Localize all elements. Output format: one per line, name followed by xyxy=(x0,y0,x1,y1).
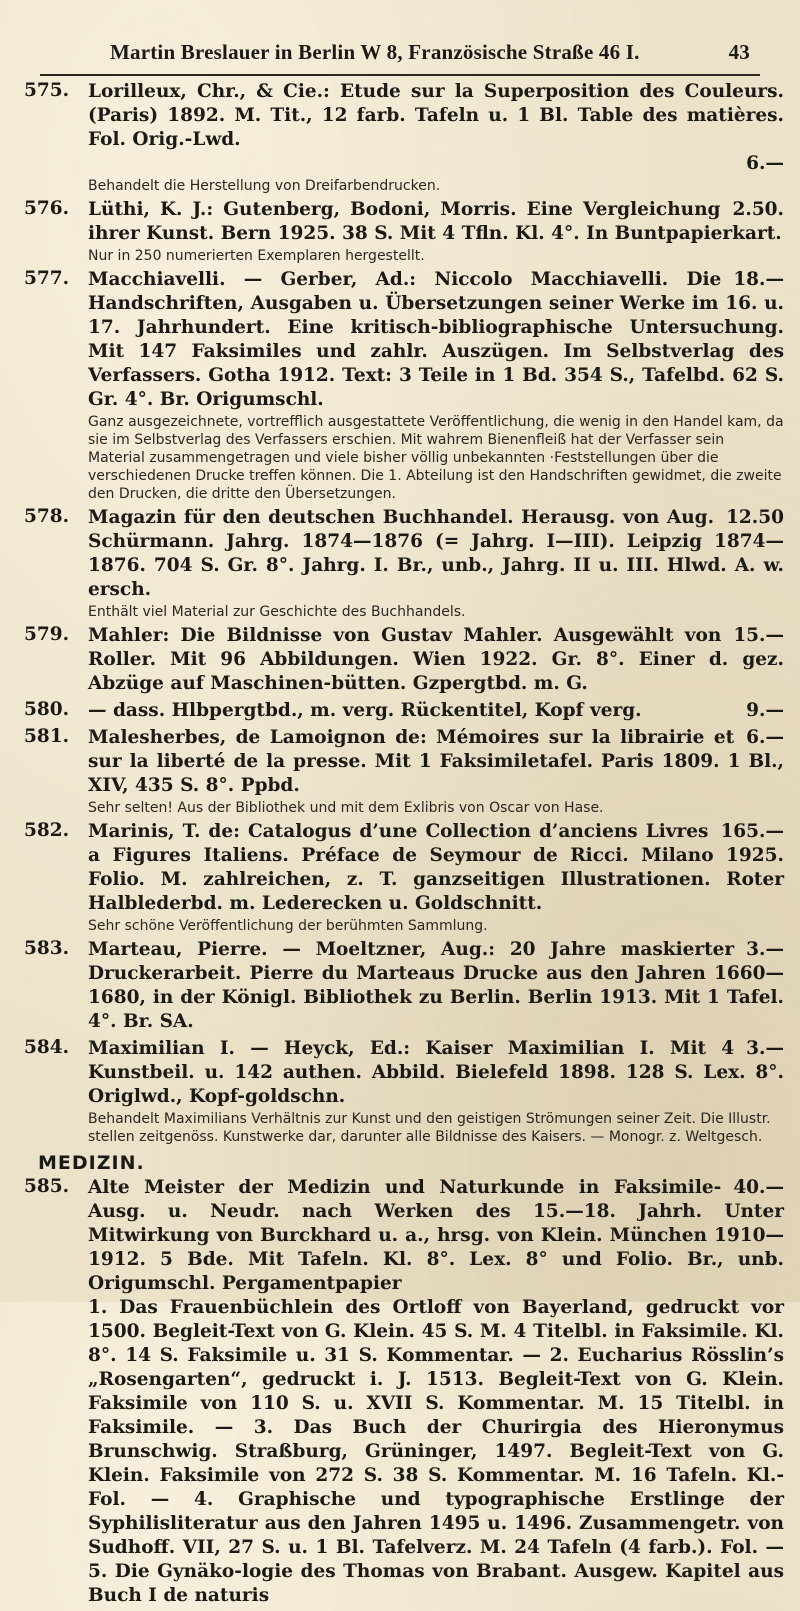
entry-main xyxy=(88,624,784,696)
entry-price: 6.— xyxy=(746,727,784,748)
entry-text: Lüthi, K. J.: Gutenberg, Bodoni, Morris. Eine Vergleichung ihrer Kunst. Bern 1925. 38 S. Mit 4 Tfln. Kl. 4°. In Buntpapierkart. xyxy=(88,199,782,244)
catalog-entry xyxy=(24,938,784,1034)
entry-text: Malesherbes, de Lamoignon de: Mémoires sur la librairie et sur la liberté de la presse. Mit 1 Faksimiletafel. Paris 1809. 1 Bl., XIV, 435 S. 8°. Ppbd. xyxy=(88,727,784,796)
entry-main xyxy=(88,268,784,412)
catalog-entry xyxy=(24,1176,784,1608)
catalog-entry xyxy=(24,624,784,696)
entry-text: — dass. Hlbpergtbd., m. verg. Rückentitel, Kopf verg. xyxy=(88,700,642,721)
catalog-entry xyxy=(24,268,784,503)
entry-price: 15.— xyxy=(733,625,784,646)
entry-number: 578. xyxy=(24,506,70,527)
page-number: 43 xyxy=(728,40,750,64)
entry-price: 3.— xyxy=(746,1038,784,1059)
entry-text: Marteau, Pierre. — Moeltzner, Aug.: 20 Jahre maskierter Druckerarbeit. Pierre du Marteaus Drucke aus den Jahren 1660—1680, in der Königl. Bibliothek zu Berlin. Berlin 1913. Mit 1 Tafel. 4°. Br. SA. xyxy=(88,939,784,1032)
entry-text: Maximilian I. — Heyck, Ed.: Kaiser Maximilian I. Mit 4 Kunstbeil. u. 142 authen. Abbild. Bielefeld 1898. 128 S. Lex. 8°. Origlwd., Kopf-goldschn. xyxy=(88,1038,784,1107)
catalog-entry xyxy=(24,506,784,621)
entry-number: 581. xyxy=(24,726,70,747)
entry-number: 580. xyxy=(24,699,70,720)
catalog-entry xyxy=(24,726,784,817)
entry-text: Macchiavelli. — Gerber, Ad.: Niccolo Macchiavelli. Die Handschriften, Ausgaben u. Übersetzungen seiner Werke im 16. u. 17. Jahrhundert. Eine kritisch-bibliographische Untersuchung. Mit 147 Faksimiles und zahlr. Auszügen. Im Selbstverlag des Verfassers. Gotha 1912. Text: 3 Teile in 1 Bd. 354 S., Tafelbd. 62 S. Gr. 4°. Br. Origumschl. xyxy=(88,269,784,410)
entry-main xyxy=(88,938,784,1034)
catalog-entry xyxy=(24,699,784,723)
entry-continuation: 1. Das Frauenbüchlein des Ortloff von Bayerland, gedruckt vor 1500. Begleit-Text von G. Klein. 45 S. M. 4 Titelbl. in Faksimile. Kl. 8°. 14 S. Faksimile u. 31 S. Kommentar. — 2. Eucharius Rösslin’s „Rosengarten“, gedruckt i. J. 1513. Begleit-Text von G. Klein. Faksimile von 110 S. u. XVII S. Kommentar. M. 15 Titelbl. in Faksimile. — 3. Das Buch der Churirgia des Hieronymus Brunschwig. Straßburg, Grüninger, 1497. Begleit-Text von G. Klein. Faksimile von 272 S. 38 S. Kommentar. M. 16 Tafeln. Kl.-Fol. — 4. Graphische und typographische Erstlinge der Syphilisliteratur aus den Jahren 1495 u. 1496. Zusammengetr. von Sudhoff. VII, 27 S. u. 1 Bl. Tafelverz. M. 24 Tafeln (4 farb.). Fol. — 5. Die Gynäko-logie des Thomas von Brabant. Ausgew. Kapitel aus Buch I de naturis xyxy=(88,1297,784,1606)
entry-number: 576. xyxy=(24,198,70,219)
entry-note: Sehr schöne Veröffentlichung der berühmten Sammlung. xyxy=(88,918,488,934)
entry-text: Alte Meister der Medizin und Naturkunde in Faksimile-Ausg. u. Neudr. nach Werken des 15.—18. Jahrh. Unter Mitwirkung von Burckhard u. a., hrsg. von Klein. München 1910—1912. 5 Bde. Mit Tafeln. Kl. 8°. Lex. 8° und Folio. Br., unb. Origumschl. Pergamentpapier xyxy=(88,1177,784,1294)
entry-main xyxy=(88,820,784,916)
entry-text: Marinis, T. de: Catalogus d’une Collection d’anciens Livres a Figures Italiens. Préface de Seymour de Ricci. Milano 1925. Folio. M. zahlreichen, z. T. ganzseitigen Illustrationen. Roter Halblederbd. m. Lederecken u. Goldschnitt. xyxy=(88,821,784,914)
catalog-entry xyxy=(24,1037,784,1146)
entry-note: Behandelt Maximilians Verhältnis zur Kunst und den geistigen Strömungen seiner Zeit. Die Illustr. stellen zeitgenöss. Kunstwerke dar, darunter alle Bildnisse des Kaisers. — Monogr. z. Weltgesch. xyxy=(88,1111,771,1145)
entry-note: Behandelt die Herstellung von Dreifarbendrucken. xyxy=(88,178,441,194)
entry-main xyxy=(88,198,784,246)
header-title: Martin Breslauer in Berlin W 8, Französische Straße 46 I. xyxy=(110,40,640,64)
entry-main xyxy=(88,1037,784,1109)
entry-number: 585. xyxy=(24,1176,70,1197)
entry-price: 9.— xyxy=(746,700,784,721)
catalog-content xyxy=(24,80,784,1611)
catalog-entry xyxy=(24,80,784,195)
entry-main xyxy=(88,1176,784,1296)
entry-price: 165.— xyxy=(720,821,784,842)
catalog-entry xyxy=(24,820,784,935)
entry-number: 584. xyxy=(24,1037,70,1058)
header-rule xyxy=(40,74,760,76)
entry-text: Lorilleux, Chr., & Cie.: Etude sur la Superposition des Couleurs. (Paris) 1892. M. Tit., 12 farb. Tafeln u. 1 Bl. Table des matières. Fol. Orig.-Lwd. xyxy=(88,81,784,150)
entry-text: Mahler: Die Bildnisse von Gustav Mahler. Ausgewählt von Roller. Mit 96 Abbildungen. Wien 1922. Gr. 8°. Einer d. gez. Abzüge auf Maschinen-bütten. Gzpergtbd. m. G. xyxy=(88,625,784,694)
section-heading: MEDIZIN. xyxy=(38,1152,145,1174)
entry-note: Nur in 250 numerierten Exemplaren hergestellt. xyxy=(88,248,425,264)
entry-main xyxy=(88,506,784,602)
catalog-entry xyxy=(24,198,784,265)
entry-number: 579. xyxy=(24,624,70,645)
entry-price: 12.50 xyxy=(726,507,784,528)
entry-note: Ganz ausgezeichnete, vortrefflich ausgestattete Veröffentlichung, die wenig in den Handel kam, da sie im Selbstverlag des Verfassers erschien. Mit wahrem Bienenfleiß hat der Verfasser sein Material zusammengetragen und viele bisher völlig unbekannten ·Feststellungen über die verschiedenen Drucke treffen können. Die 1. Abteilung ist den Handschriften gewidmet, die zweite den Drucken, die dritte den Übersetzungen. xyxy=(88,414,784,502)
entry-number: 583. xyxy=(24,938,70,959)
entry-main xyxy=(88,726,784,798)
entry-main xyxy=(88,699,784,723)
entry-price: 40.— xyxy=(733,1177,784,1198)
entry-note: Enthält viel Material zur Geschichte des Buchhandels. xyxy=(88,604,466,620)
entry-price: 2.50. xyxy=(732,199,784,220)
page-header xyxy=(110,40,750,65)
entry-number: 575. xyxy=(24,80,70,101)
entry-price: 18.— xyxy=(733,269,784,290)
entry-price: 3.— xyxy=(746,939,784,960)
entry-price: 6.— xyxy=(746,153,784,174)
entry-text: Magazin für den deutschen Buchhandel. Herausg. von Aug. Schürmann. Jahrg. 1874—1876 (= Jahrg. I—III). Leipzig 1874—1876. 704 S. Gr. 8°. Jahrg. I. Br., unb., Jahrg. II u. III. Hlwd. A. w. ersch. xyxy=(88,507,784,600)
entry-note: Sehr selten! Aus der Bibliothek und mit dem Exlibris von Oscar von Hase. xyxy=(88,800,604,816)
entry-number: 582. xyxy=(24,820,70,841)
entry-number: 577. xyxy=(24,268,70,289)
entry-main xyxy=(88,80,784,152)
